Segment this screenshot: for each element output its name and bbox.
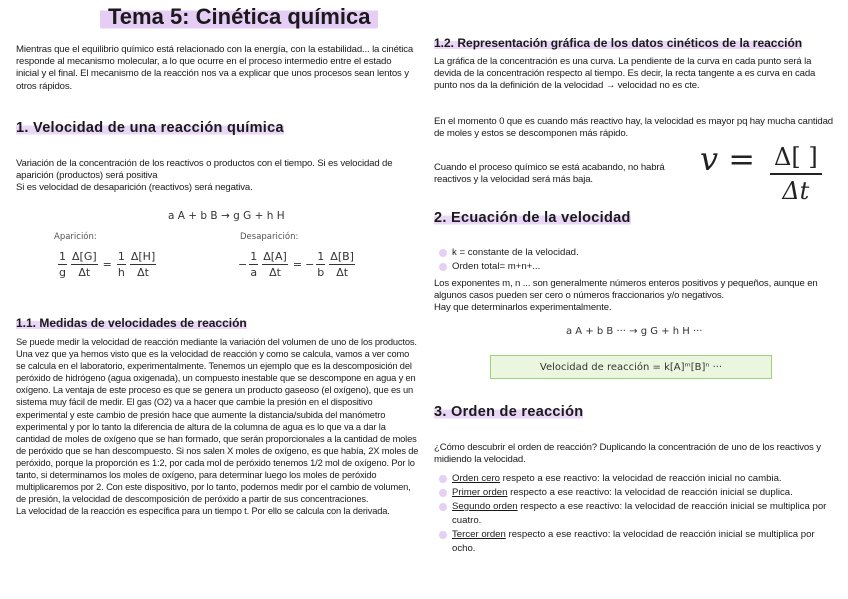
aparicion-formula <box>56 250 158 279</box>
rate-den: Δt <box>336 266 349 279</box>
rate-fraction <box>71 250 98 279</box>
bullet-dot-icon <box>439 503 447 511</box>
section-2-heading-text: 2. Ecuación de la velocidad <box>434 210 631 226</box>
coef-den: g <box>59 266 66 279</box>
coef-den: a <box>250 266 258 279</box>
section-1-text <box>16 158 414 195</box>
intro-paragraph: Mientras que el equilibrio químico está relacionado con la energía, con la estabilidad... la cinética responde al mecanismo molecular, a lo que ocurre en el proceso intermedio entre el estado inicial y el final. El mecanismo de la reacción nos va a explicar que unos procesos sean lentos y otros rápidos. <box>16 44 414 92</box>
coef-num: 1 <box>317 250 325 263</box>
section-1-line-1: Variación de la concentración de los reactivos o productos con el tiempo. Si es velocidad de aparición (productos) será positiva <box>16 158 393 182</box>
list-item <box>436 528 836 556</box>
list-item <box>436 472 836 486</box>
rate-den: Δt <box>78 266 91 279</box>
coef-fraction <box>117 250 126 279</box>
order-description: respecto a ese reactivo: la velocidad de reacción inicial se multiplica por cuatro. <box>452 501 827 526</box>
velocity-formula-num: Δ[ ] <box>770 143 822 175</box>
section-2-heading <box>434 210 631 226</box>
order-term: Primer orden <box>452 487 508 498</box>
rate-num: Δ[G] <box>72 250 97 263</box>
bullet-dot-icon <box>439 263 447 271</box>
list-item <box>436 260 579 274</box>
bullet-dot-icon <box>439 475 447 483</box>
coef-fraction <box>58 250 67 279</box>
equals-sign: = <box>292 258 303 271</box>
section-1-line-2: Si es velocidad de desaparición (reactivos) será negativa. <box>16 182 253 194</box>
list-item-text: k = constante de la velocidad. <box>452 247 579 258</box>
order-term: Orden cero <box>452 473 500 484</box>
coef-fraction <box>249 250 258 279</box>
section-1-1-text: Se puede medir la velocidad de reacción mediante la variación del volumen de uno de los productos. Una vez que ya hemos visto que es la velocidad de reacción y como se calcula, vamos a ver como se calcula en el laboratorio, experimentalmente. Tenemos un ejemplo que es la descomposición del peróxido de hidrógeno (agua oxigenada), un compuesto inestable que se descompone en agua y en oxígeno. La ventaja de este proceso es que se genera un producto gaseoso (el oxígeno), que es un sistema muy fácil de medir. El gas (O2) va a hacer que cambie la presión en el dispositivo experimental y este cambio de presión hace que aumente la distancia/subida del manómetro experimental y por lo tanto la diferencia de altura de la columna de agua es lo que va a dar la cantidad de moles de oxígeno que se han formado, que serán proporcionales a la cantidad de moles de peróxido que se han descompuesto. Si nos salen X moles de oxígeno, es que había, 2X moles de peróxido, porque la proporción es 1:2, por cada mol de peróxido tenemos 1/2 mol de oxígeno. Por lo tanto, si determinamos los moles de oxígeno, para determinar luego los moles de peróxido multiplicaremos por 2. Con este dispositivo, por lo tanto, podemos medir por el cambio de volumen, de presión, la velocidad de descomposición de peróxido a partir de sus concentraciones. La velocidad de la reacción es específica para un tiempo t. Por ello se calcula con la derivada. <box>16 337 419 517</box>
coef-den: b <box>317 266 325 279</box>
coef-num: 1 <box>59 250 66 263</box>
order-description: respeto a ese reactivo: la velocidad de reacción inicial no cambia. <box>500 473 782 484</box>
rate-den: Δt <box>137 266 149 279</box>
rate-num: Δ[A] <box>263 250 287 263</box>
section-1-1-heading-text: 1.1. Medidas de velocidades de reacción <box>16 316 247 330</box>
list-item <box>436 486 836 500</box>
rate-fraction <box>329 250 355 279</box>
section-1-2-heading <box>434 36 802 50</box>
rate-den: Δt <box>269 266 281 279</box>
bullet-dot-icon <box>439 531 447 539</box>
desaparicion-formula <box>238 250 357 279</box>
order-description: respecto a ese reactivo: la velocidad de reacción inicial se multiplica por ocho. <box>452 529 815 554</box>
coef-fraction <box>316 250 325 279</box>
coef-num: 1 <box>117 250 125 263</box>
section-1-2-text-3: Cuando el proceso químico se está acabando, no habrá reactivos y la velocidad será más baja. <box>434 162 665 186</box>
desaparicion-label: Desaparición: <box>240 232 299 242</box>
equals-sign: = <box>102 258 112 271</box>
page-title: Tema 5: Cinética química <box>100 4 378 30</box>
coef-den: h <box>117 266 125 279</box>
general-reaction: a A + b B → g G + h H <box>168 210 285 222</box>
velocity-formula-lhs: v = <box>700 140 756 178</box>
section-1-2-heading-text: 1.2. Representación gráfica de los datos cinéticos de la reacción <box>434 36 803 50</box>
rate-fraction <box>262 250 288 279</box>
minus-sign: − <box>305 258 315 271</box>
section-3-heading-text: 3. Orden de reacción <box>434 404 584 420</box>
section-2-reaction: a A + b B ··· → g G + h H ··· <box>566 326 703 337</box>
coef-num: 1 <box>250 250 258 263</box>
section-3-question: ¿Cómo descubrir el orden de reacción? Duplicando la concentración de uno de los reactivos y midiendo la velocidad. <box>434 442 821 466</box>
bullet-dot-icon <box>439 489 447 497</box>
velocity-formula-den: Δt <box>782 177 810 205</box>
bullet-dot-icon <box>439 249 447 257</box>
section-2-text: Los exponentes m, n ... son generalmente números enteros positivos y pequeños, aunque en algunos casos pueden ser cero o números fraccionarios y/o negativos. Hay que determinarlos experimentalmente. <box>434 278 818 314</box>
section-2-bullets <box>436 246 579 274</box>
order-term: Tercer orden <box>452 529 506 540</box>
section-1-heading-text: 1. Velocidad de una reacción química <box>16 120 284 136</box>
list-item <box>436 246 579 260</box>
list-item-text: Orden total= m+n+... <box>452 261 541 272</box>
aparicion-label: Aparición: <box>54 232 97 242</box>
section-1-2-text-2: En el momento 0 que es cuando más reactivo hay, la velocidad es mayor pq hay mucha cantidad de moles y estos se descomponen más rápido. <box>434 116 833 140</box>
list-item <box>436 500 836 528</box>
section-1-heading <box>16 120 284 136</box>
minus-sign: − <box>238 258 248 271</box>
rate-fraction <box>130 250 156 279</box>
order-term: Segundo orden <box>452 501 518 512</box>
order-description: respecto a ese reactivo: la velocidad de reacción inicial se duplica. <box>507 487 793 498</box>
velocity-formula-fraction <box>770 143 822 205</box>
section-1-2-text: La gráfica de la concentración es una curva. La pendiente de la curva en cada punto será la devida de la concentración respecto al tiempo. Es decir, la recta tangente a es curva en cada punto nos da la definición de la velocidad → velocidad no es cte. <box>434 56 816 92</box>
section-3-heading <box>434 404 583 420</box>
rate-num: Δ[B] <box>330 250 354 263</box>
rate-num: Δ[H] <box>130 250 156 263</box>
section-1-1-heading <box>16 316 247 330</box>
rate-law-box: Velocidad de reacción = k[A]ᵐ[B]ⁿ ··· <box>490 355 772 379</box>
order-list <box>436 472 836 556</box>
